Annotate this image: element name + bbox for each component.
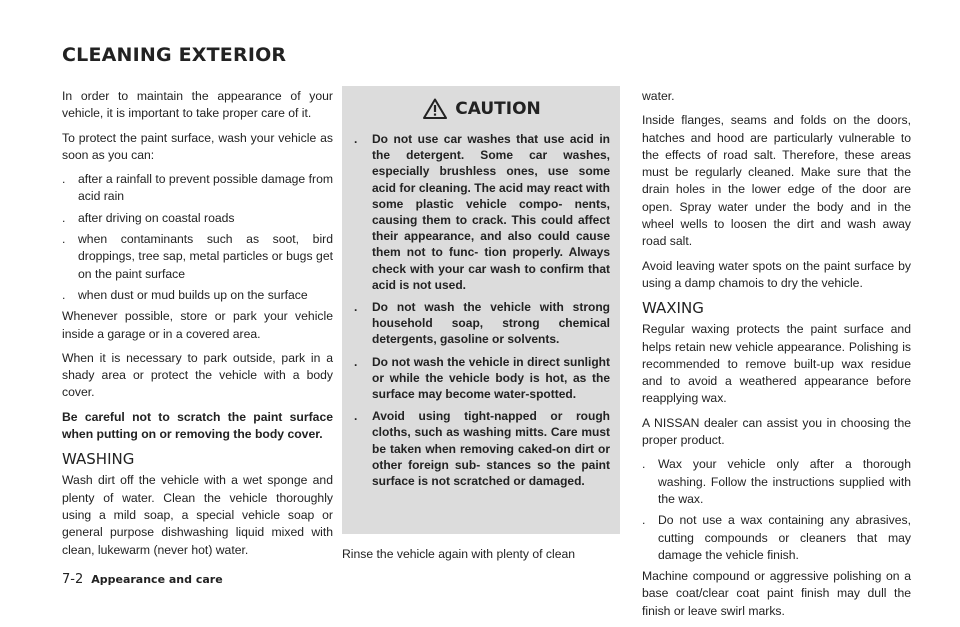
list-item: . after a rainfall to prevent possible damage from acid rain [62,172,333,204]
list-item: . Wax your vehicle only after a thorough washing. Follow the instructions supplied with the wax. [642,457,911,506]
page-footer [62,572,223,587]
page-title: CLEANING EXTERIOR [62,44,287,66]
caution-label: CAUTION [455,98,541,119]
waxing-paragraph: Regular waxing protects the paint surface and helps retain new vehicle appearance. Polishing is recommended to remove built-up wax residue and to avoid a weathered appearance before reapplying wax. [642,322,911,406]
caution-item: . Avoid using tight-napped or rough cloths, such as washing mitts. Care must be taken when removing caked-on dirt or other foreign sub- stances so the paint surface is not scratched or damaged. [354,409,610,489]
intro-paragraph: In order to maintain the appearance of your vehicle, it is important to take proper care of it. [62,89,333,121]
dealer-paragraph: A NISSAN dealer can assist you in choosing the proper product. [642,415,911,448]
chapter-title: Appearance and care [91,573,223,586]
waxing-heading: WAXING [642,299,704,318]
protect-paragraph: To protect the paint surface, wash your vehicle as soon as you can: [62,130,333,162]
caution-header [354,98,610,119]
warning-triangle-icon [423,98,447,119]
water-spots-paragraph: Avoid leaving water spots on the paint surface by using a damp chamois to dry the vehicle. [642,258,911,290]
caution-box [342,86,620,534]
washing-paragraph: Wash dirt off the vehicle with a wet sponge and plenty of water. Clean the vehicle thoroughly using a mild soap, a special vehicle soap or general purpose dishwashing liquid mixed with clean, lukewarm (never hot) water. [62,473,333,557]
list-item: . after driving on coastal roads [62,210,235,225]
column-middle [342,86,620,563]
list-item: . when contaminants such as soot, bird droppings, tree sap, metal particles or bugs get on the paint surface [62,232,333,281]
list-item: . Do not use a wax containing any abrasives, cutting compounds or cleaners that may damage the vehicle finish. [642,513,911,562]
washing-heading: WASHING [62,450,135,469]
machine-compound-paragraph: Machine compound or aggressive polishing on a base coat/clear coat paint finish may dull the finish or leave swirl marks. [642,569,911,618]
page-number: 7-2 [62,572,84,587]
column-left [62,88,333,566]
store-paragraph: Whenever possible, store or park your vehicle inside a garage or in a covered area. [62,309,333,341]
column-right [642,88,911,627]
caution-item: . Do not use car washes that use acid in the detergent. Some car washes, especially brushless ones, use some acid for cleaning. The acid may react with some plastic vehicle compo- nents, causing them to crack. This could affect their appearance, and also could cause them not to func- tion properly. Always check with your car wash to confirm that acid is not used. [354,132,610,292]
rinse-paragraph: Rinse the vehicle again with plenty of clean [342,547,576,561]
body-cover-warning: Be careful not to scratch the paint surface when putting on or removing the body cover. [62,409,333,442]
list-item: . when dust or mud builds up on the surface [62,287,308,302]
caution-item: . Do not wash the vehicle with strong household soap, strong chemical detergents, gasoline or solvents. [354,300,610,347]
water-continuation: water. [642,89,675,103]
park-outside-paragraph: When it is necessary to park outside, park in a shady area or protect the vehicle with a body cover. [62,350,333,400]
caution-item: . Do not wash the vehicle in direct sunlight or while the vehicle body is hot, as the surface may become water-spotted. [354,354,610,402]
flanges-paragraph: Inside flanges, seams and folds on the doors, hatches and hood are particularly vulnerable to the effects of road salt. Therefore, these areas must be regularly cleaned. Make sure that the drain holes in the lower edge of the door are open. Spray water under the body and in the wheel wells to loosen the dirt and wash away road salt. [642,113,911,249]
